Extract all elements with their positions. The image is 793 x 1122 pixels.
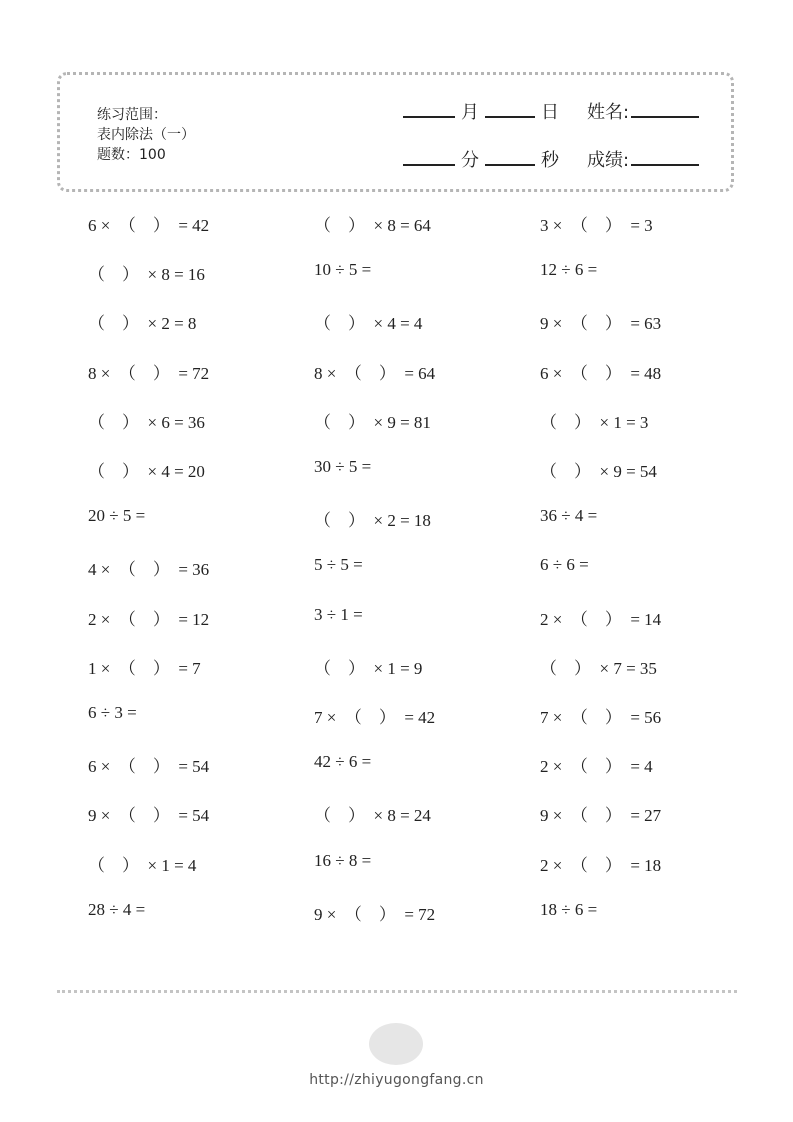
footer-url: http://zhiyugongfang.cn [309, 1072, 484, 1088]
problem-item: 16 ÷ 8 = [314, 850, 372, 870]
problem-item: 30 ÷ 5 = [314, 457, 372, 476]
problem-item: 8 × （ ） = 64 [314, 363, 436, 383]
problem-item: （ ） × 9 = 54 [540, 462, 657, 481]
problem-item: （ ） × 7 = 35 [540, 658, 657, 678]
problem-item: 18 ÷ 6 = [540, 899, 598, 919]
problem-item: （ ） × 8 = 24 [314, 806, 431, 826]
problem-item: （ ） × 1 = 3 [540, 412, 649, 432]
name-label: 姓名: [587, 102, 630, 123]
problem-item: （ ） × 8 = 16 [88, 265, 205, 285]
problem-item: 2 × （ ） = 12 [88, 609, 210, 629]
problem-item: 6 ÷ 6 = [540, 555, 589, 575]
second-label: 秒 [541, 150, 559, 171]
problem-item: （ ） × 1 = 4 [88, 855, 197, 875]
problem-item: 2 × （ ） = 18 [540, 855, 662, 875]
problem-item: 12 ÷ 6 = [540, 260, 598, 280]
problem-item: 3 × （ ） = 3 [540, 216, 653, 235]
page-number-oval [369, 1023, 423, 1065]
problem-item: （ ） × 4 = 4 [314, 314, 423, 334]
month-label: 月 [461, 102, 479, 123]
problem-item: （ ） × 8 = 64 [314, 216, 431, 235]
problem-item: 6 × （ ） = 48 [540, 363, 662, 383]
problem-item: 6 ÷ 3 = [88, 703, 137, 722]
footer-divider [57, 990, 737, 993]
problem-item: 10 ÷ 5 = [314, 260, 372, 280]
problem-item: 9 × （ ） = 63 [540, 314, 662, 334]
problem-item: 2 × （ ） = 4 [540, 757, 653, 777]
problem-item: （ ） × 2 = 18 [314, 511, 431, 531]
problem-item: 5 ÷ 5 = [314, 555, 363, 575]
problem-item: 42 ÷ 6 = [314, 752, 372, 772]
problem-item: 9 × （ ） = 72 [314, 904, 436, 924]
problem-item: （ ） × 9 = 81 [314, 412, 431, 432]
problem-item: （ ） × 2 = 8 [88, 314, 197, 334]
problem-item: 3 ÷ 1 = [314, 604, 363, 624]
problem-item: 4 × （ ） = 36 [88, 560, 210, 580]
count-label: 题数：100 [97, 147, 166, 163]
range-label: 练习范围： [97, 107, 167, 123]
problem-item: 9 × （ ） = 54 [88, 806, 210, 826]
problem-item: 8 × （ ） = 72 [88, 363, 210, 383]
problem-item: （ ） × 6 = 36 [88, 412, 205, 432]
problem-item: 2 × （ ） = 14 [540, 609, 662, 629]
problem-item: 28 ÷ 4 = [88, 899, 146, 919]
problem-item: 1 × （ ） = 7 [88, 658, 201, 678]
problem-item: 6 × （ ） = 54 [88, 757, 210, 777]
topic-label: 表内除法（一） [97, 127, 195, 143]
problem-item: 6 × （ ） = 42 [88, 216, 210, 235]
problem-item: 20 ÷ 5 = [88, 506, 146, 526]
problem-item: 36 ÷ 4 = [540, 506, 598, 526]
day-label: 日 [541, 102, 559, 123]
score-label: 成绩: [587, 150, 630, 171]
problem-item: 9 × （ ） = 27 [540, 806, 662, 826]
minute-label: 分 [461, 150, 479, 171]
problem-item: 7 × （ ） = 56 [540, 708, 662, 727]
problem-item: （ ） × 4 = 20 [88, 462, 205, 481]
problem-item: （ ） × 1 = 9 [314, 658, 423, 678]
problem-item: 7 × （ ） = 42 [314, 708, 436, 727]
